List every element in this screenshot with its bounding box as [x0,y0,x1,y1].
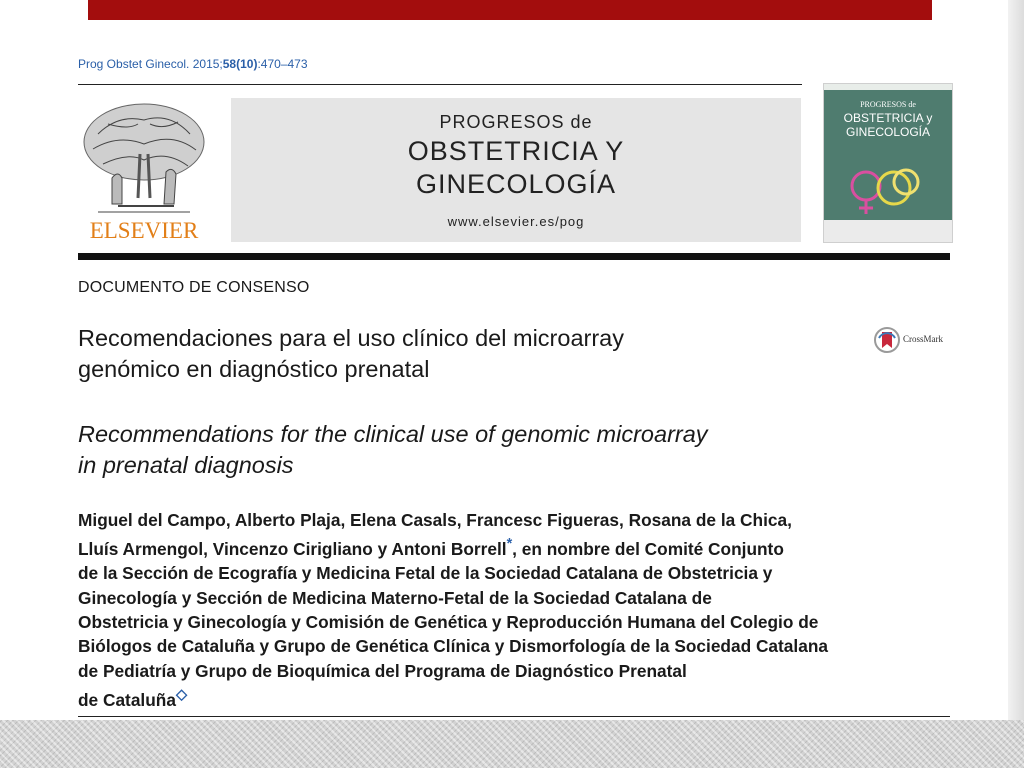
cover-top-strip [824,84,952,90]
authors-line8 [78,683,958,712]
cover-gender-symbols-icon [844,164,934,218]
masthead-url[interactable]: www.elsevier.es/pog [447,214,585,229]
authors-line1: Miguel del Campo, Alberto Plaja, Elena Casals, Francesc Figueras, Rosana de la Chica, [78,510,792,530]
elsevier-tree-icon [78,94,210,218]
authors-line5: Obstetricia y Ginecología y Comisión de Genética y Reproducción Humana del Colegio de [78,611,819,632]
journal-cover [823,83,953,243]
author-list [78,508,958,712]
header-divider [78,253,950,260]
citation-line [78,57,308,71]
journal-masthead [231,98,801,242]
citation-volume: 58(10) [222,57,258,71]
authors-line8-text: de Cataluña [78,689,176,710]
slide-header-bar [88,0,932,20]
authors-line2-rest: , en nombre del Comité Conjunto [512,539,784,560]
title-spanish-line1: Recomendaciones para el uso clínico del microarray [78,325,624,351]
title-english [78,419,938,481]
document-type: DOCUMENTO DE CONSENSO [78,279,310,296]
citation-pages: :470–473 [257,57,308,71]
crossmark-badge[interactable] [873,326,953,354]
cover-line3: GINECOLOGÍA [845,125,931,139]
authors-line4: Ginecología y Sección de Medicina Materno-Fetal de la Sociedad Catalana de [78,587,712,608]
top-rule [78,84,802,85]
crossmark-icon [873,326,901,354]
bottom-rule [78,716,950,717]
affiliation-mark[interactable]: ◇ [175,686,188,703]
masthead-line2: OBSTETRICIA Y [407,136,625,166]
background-texture [0,720,1024,768]
title-spanish-line2: genómico en diagnóstico prenatal [78,356,430,382]
elsevier-logo [78,94,210,244]
slide-right-edge [1008,0,1024,720]
citation-journal: Prog Obstet Ginecol. 2015; [78,57,223,71]
cover-line2: OBSTETRICIA y [843,111,933,125]
elsevier-wordmark: ELSEVIER [89,218,199,243]
authors-line3: de la Sección de Ecografía y Medicina Fetal de la Sociedad Catalana de Obstetricia y [78,563,773,584]
authors-line6: Biólogos de Cataluña y Grupo de Genética Clínica y Dismorfología de la Sociedad Catalana [78,636,828,657]
authors-line2 [78,532,958,561]
masthead-line1: PROGRESOS de [439,112,593,132]
title-spanish [78,323,838,385]
authors-line7: de Pediatría y Grupo de Bioquímica del Programa de Diagnóstico Prenatal [78,660,687,681]
masthead-line3: GINECOLOGÍA [415,169,617,199]
cover-line1: PROGRESOS de [860,100,916,109]
title-english-line2: in prenatal diagnosis [78,452,294,478]
corresponding-author-mark[interactable]: * [506,536,513,553]
cover-bottom-strip [824,220,952,242]
authors-line2-text: Lluís Armengol, Vincenzo Cirigliano y Antoni Borrell [78,539,507,560]
crossmark-label: CrossMark [903,334,943,344]
title-english-line1: Recommendations for the clinical use of genomic microarray [78,421,708,447]
